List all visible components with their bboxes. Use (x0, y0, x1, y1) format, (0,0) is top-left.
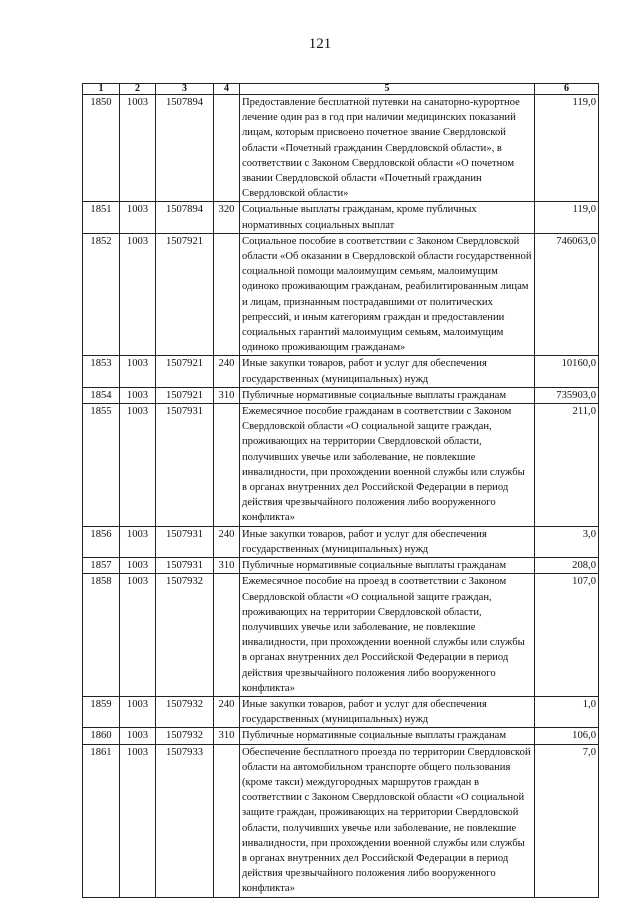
row-description: Публичные нормативные социальные выплаты гражданам (240, 387, 535, 403)
row-number: 1855 (83, 404, 120, 527)
budget-table (82, 83, 599, 898)
row-number: 1859 (83, 696, 120, 727)
target-code: 1507931 (156, 404, 214, 527)
row-amount: 7,0 (535, 744, 599, 897)
section-code: 1003 (120, 558, 156, 574)
table-row (83, 526, 599, 557)
row-description: Социальное пособие в соответствии с Законом Свердловской области «Об оказании в Свердловской области государственной социальной помощи малоимущим семьям, малоимущим одиноко проживающим гражданам, реабилитированным лицам и лицам, признанным пострадавшими от политических репрессий, и иным категориям граждан и предоставлении социальных гарантий малоимущим семьям, малоимущим одиноко проживающим гражданам» (240, 233, 535, 356)
row-number: 1854 (83, 387, 120, 403)
section-code: 1003 (120, 387, 156, 403)
row-description: Ежемесячное пособие на проезд в соответствии с Законом Свердловской области «О социальной защите граждан, проживающих на территории Свердловской области, получивших увечье или заболевание, не повлекшие инвалидности, при прохождении военной службы или службы в органах внутренних дел Российской Федерации в период действия чрезвычайного положения либо вооруженного конфликта» (240, 574, 535, 697)
table-row (83, 95, 599, 202)
row-description: Иные закупки товаров, работ и услуг для обеспечения государственных (муниципальных) нужд (240, 526, 535, 557)
expense-type-code: 310 (214, 387, 240, 403)
table-row (83, 404, 599, 527)
column-header: 2 (120, 84, 156, 95)
row-number: 1850 (83, 95, 120, 202)
target-code: 1507931 (156, 558, 214, 574)
table-row (83, 387, 599, 403)
target-code: 1507921 (156, 356, 214, 387)
row-amount: 735903,0 (535, 387, 599, 403)
section-code: 1003 (120, 356, 156, 387)
row-amount: 119,0 (535, 202, 599, 233)
row-amount: 107,0 (535, 574, 599, 697)
row-number: 1860 (83, 728, 120, 744)
expense-type-code: 240 (214, 356, 240, 387)
expense-type-code: 310 (214, 728, 240, 744)
section-code: 1003 (120, 202, 156, 233)
target-code: 1507931 (156, 526, 214, 557)
target-code: 1507932 (156, 728, 214, 744)
column-header: 3 (156, 84, 214, 95)
row-description: Ежемесячное пособие гражданам в соответствии с Законом Свердловской области «О социальной защите граждан, проживающих на территории Свердловской области, получивших увечье или заболевание, не повлекшие инвалидности, при прохождении военной службы или службы в органах внутренних дел Российской Федерации в период действия чрезвычайного положения либо вооруженного конфликта» (240, 404, 535, 527)
table-row (83, 574, 599, 697)
row-amount: 3,0 (535, 526, 599, 557)
column-header: 6 (535, 84, 599, 95)
target-code: 1507932 (156, 696, 214, 727)
row-number: 1851 (83, 202, 120, 233)
table-row (83, 356, 599, 387)
row-number: 1852 (83, 233, 120, 356)
table-row (83, 728, 599, 744)
row-description: Иные закупки товаров, работ и услуг для обеспечения государственных (муниципальных) нужд (240, 356, 535, 387)
column-header: 5 (240, 84, 535, 95)
expense-type-code (214, 574, 240, 697)
expense-type-code: 240 (214, 696, 240, 727)
row-description: Обеспечение бесплатного проезда по территории Свердловской области на автомобильном транспорте общего пользования (кроме такси) междугородных маршрутов граждан в соответствии с Законом Свердловской области «О социальной защите граждан, проживающих на территории Свердловской области, получивших увечье или заболевание, не повлекшие инвалидности, при прохождении военной службы или службы в органах внутренних дел Российской Федерации в период действия чрезвычайного положения либо вооруженного конфликта» (240, 744, 535, 897)
header-row (83, 84, 599, 95)
target-code: 1507921 (156, 387, 214, 403)
row-number: 1861 (83, 744, 120, 897)
row-amount: 106,0 (535, 728, 599, 744)
row-amount: 746063,0 (535, 233, 599, 356)
expense-type-code (214, 233, 240, 356)
column-header: 1 (83, 84, 120, 95)
target-code: 1507921 (156, 233, 214, 356)
row-description: Иные закупки товаров, работ и услуг для обеспечения государственных (муниципальных) нужд (240, 696, 535, 727)
row-amount: 1,0 (535, 696, 599, 727)
row-number: 1857 (83, 558, 120, 574)
section-code: 1003 (120, 404, 156, 527)
table-row (83, 233, 599, 356)
table-row (83, 202, 599, 233)
target-code: 1507894 (156, 95, 214, 202)
section-code: 1003 (120, 696, 156, 727)
row-number: 1856 (83, 526, 120, 557)
row-amount: 119,0 (535, 95, 599, 202)
row-number: 1853 (83, 356, 120, 387)
page-number: 121 (308, 36, 332, 52)
table-row (83, 558, 599, 574)
section-code: 1003 (120, 233, 156, 356)
expense-type-code: 310 (214, 558, 240, 574)
expense-type-code: 240 (214, 526, 240, 557)
section-code: 1003 (120, 526, 156, 557)
table-row (83, 696, 599, 727)
section-code: 1003 (120, 744, 156, 897)
table-row (83, 744, 599, 897)
row-description: Социальные выплаты гражданам, кроме публичных нормативных социальных выплат (240, 202, 535, 233)
target-code: 1507933 (156, 744, 214, 897)
row-number: 1858 (83, 574, 120, 697)
section-code: 1003 (120, 574, 156, 697)
target-code: 1507894 (156, 202, 214, 233)
section-code: 1003 (120, 728, 156, 744)
row-description: Предоставление бесплатной путевки на санаторно-курортное лечение один раз в год при наличии медицинских показаний лицам, которым присвоено почетное звание Свердловской области «Почетный гражданин Свердловской области», в соответствии с Законом Свердловской области «О почетном звании Свердловской области «Почетный гражданин Свердловской области» (240, 95, 535, 202)
target-code: 1507932 (156, 574, 214, 697)
row-description: Публичные нормативные социальные выплаты гражданам (240, 728, 535, 744)
section-code: 1003 (120, 95, 156, 202)
expense-type-code: 320 (214, 202, 240, 233)
column-header: 4 (214, 84, 240, 95)
expense-type-code (214, 404, 240, 527)
row-amount: 10160,0 (535, 356, 599, 387)
row-description: Публичные нормативные социальные выплаты гражданам (240, 558, 535, 574)
expense-type-code (214, 744, 240, 897)
row-amount: 211,0 (535, 404, 599, 527)
expense-type-code (214, 95, 240, 202)
row-amount: 208,0 (535, 558, 599, 574)
